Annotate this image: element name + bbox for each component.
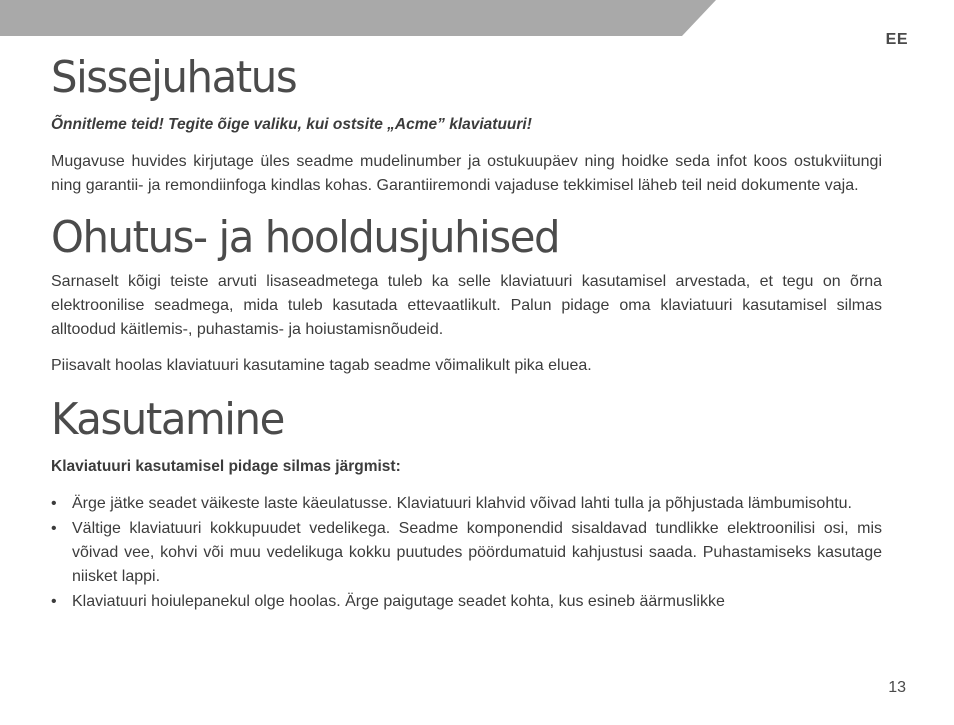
header-band-shape xyxy=(0,0,716,36)
list-item-text: Vältige klaviatuuri kokkupuudet vedelikega. Seadme komponendid sisaldavad tundlikke elektroonilisi osi, mis võivad vee, kohvi või muu vedelikuga kokku puutudes pöördumatuid kahjustusi saada. Puhastamiseks kasutage niisket lappi. xyxy=(72,520,882,585)
document-body xyxy=(51,52,882,615)
list-item xyxy=(51,590,882,614)
list-item-text: Ärge jätke seadet väikeste laste käeulatusse. Klaviatuuri klahvid võivad lahti tulla ja põhjustada lämbumisohtu. xyxy=(72,495,852,512)
bullet-icon: • xyxy=(51,520,57,537)
heading-safety: Ohutus- ja hooldusjuhised xyxy=(51,212,560,263)
list-item xyxy=(51,517,882,589)
page-number: 13 xyxy=(888,679,906,696)
safety-paragraph-2: Piisavalt hoolas klaviatuuri kasutamine tagab seadme võimalikult pika eluea. xyxy=(51,357,592,374)
list-item xyxy=(51,492,882,516)
list-item-text: Klaviatuuri hoiulepanekul olge hoolas. Ärge paigutage seadet kohta, kus esineb äärmuslikke xyxy=(72,593,725,610)
usage-subtitle: Klaviatuuri kasutamisel pidage silmas järgmist: xyxy=(51,458,401,475)
intro-paragraph: Mugavuse huvides kirjutage üles seadme mudelinumber ja ostukuupäev ning hoidke seda infot koos ostukviitungi ning garantii- ja remondiinfoga kindlas kohas. Garantiiremondi vajaduse tekkimisel läheb teil neid dokumente vaja. xyxy=(51,153,882,194)
bullet-icon: • xyxy=(51,593,57,610)
intro-lead: Õnnitleme teid! Tegite õige valiku, kui ostsite „Acme” klaviatuuri! xyxy=(51,116,532,133)
header-band xyxy=(0,0,954,40)
bullet-icon: • xyxy=(51,495,57,512)
safety-paragraph-1: Sarnaselt kõigi teiste arvuti lisaseadmetega tuleb ka selle klaviatuuri kasutamisel arvestada, et tegu on õrna elektroonilise seadmega, mida tuleb kasutada ettevaatlikult. Palun pidage oma klaviatuuri kasutamisel silmas alltoodud käitlemis-, puhastamis- ja hoiustamisnõudeid. xyxy=(51,273,882,338)
heading-usage: Kasutamine xyxy=(51,394,284,445)
language-code: EE xyxy=(885,31,908,48)
heading-introduction: Sissejuhatus xyxy=(51,52,297,103)
usage-list xyxy=(51,492,882,614)
